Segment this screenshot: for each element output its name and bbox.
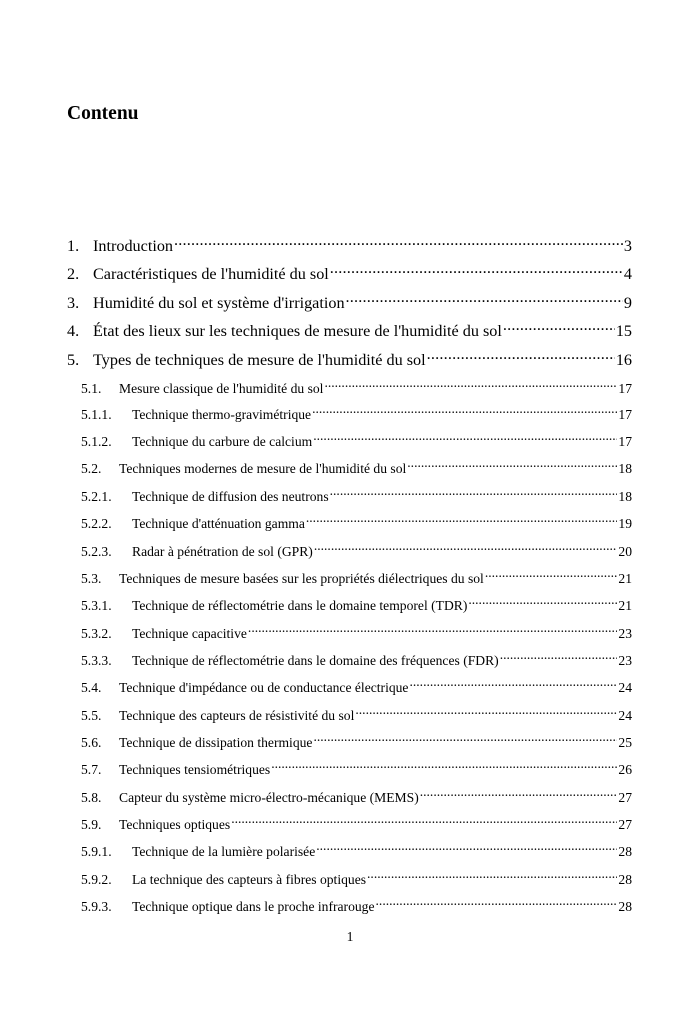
toc-entry-title: Technique de réflectométrie dans le domaine temporel (TDR) [132,598,468,613]
dot-leader [427,349,615,365]
toc-entry[interactable] [81,379,632,399]
dot-leader [346,292,623,308]
toc-entry-title: Technique de diffusion des neutrons [132,489,329,504]
dot-leader [500,651,618,665]
toc-entry[interactable] [81,459,632,479]
toc-entry-number: 5.5. [81,708,102,723]
toc-entry-number: 5.9.1. [81,844,112,859]
dot-leader [376,897,618,911]
toc-entry-number: 5. [67,351,80,370]
toc-entry-number: 5.2.2. [81,516,112,531]
toc-entry-title: Types de techniques de mesure de l'humidité du sol [93,351,426,370]
toc-entry-page: 24 [618,708,632,723]
dot-leader [248,624,617,638]
toc-entry-number: 5.2.1. [81,489,112,504]
toc-entry-page: 27 [618,817,632,832]
toc-entry-page: 28 [618,872,632,887]
toc-entry-page: 4 [623,265,632,284]
toc-entry-page: 25 [618,735,632,750]
toc-entry-number: 5.3.2. [81,626,112,641]
toc-entry[interactable] [81,788,632,808]
dot-leader [174,235,623,251]
toc-entry-title: Technique d'atténuation gamma [132,516,305,531]
toc-entry-page: 3 [623,237,632,256]
toc-entry-page: 21 [618,598,632,613]
toc-entry-title: Radar à pénétration de sol (GPR) [132,544,313,559]
toc-entry-number: 5.2.3. [81,544,112,559]
dot-leader [271,760,617,774]
toc-entry-title: Technique optique dans le proche infrarouge [132,899,375,914]
toc-entry-number: 5.6. [81,735,102,750]
toc-entry-page: 18 [618,461,632,476]
toc-entry[interactable] [81,678,632,698]
toc-entry-title: État des lieux sur les techniques de mesure de l'humidité du sol [93,322,502,341]
toc-entry-page: 20 [618,544,632,559]
toc-entry-title: Technique capacitive [132,626,247,641]
toc-entry-number: 5.1.2. [81,434,112,449]
toc-entry-number: 5.4. [81,680,102,695]
toc-entry-page: 24 [618,680,632,695]
toc-entry[interactable] [81,569,632,589]
toc-entry[interactable] [81,897,632,917]
dot-leader [324,379,617,393]
toc-entry-title: Techniques tensiométriques [119,762,271,777]
toc-entry-title: Mesure classique de l'humidité du sol [119,381,324,396]
toc-entry[interactable] [81,815,632,835]
toc-entry-number: 5.8. [81,790,102,805]
toc-entry-page: 16 [615,351,632,370]
toc-entry[interactable] [81,706,632,726]
toc-entry-title: Caractéristiques de l'humidité du sol [93,265,329,284]
toc-entry-number: 5.3.3. [81,653,112,668]
toc-entry[interactable] [81,842,632,862]
toc-entry-page: 9 [623,294,632,313]
page-title: Contenu [67,103,139,124]
toc-entry[interactable] [67,349,632,371]
toc-entry-page: 28 [618,899,632,914]
toc-entry-title: Techniques modernes de mesure de l'humidité du sol [119,461,407,476]
toc-entry-title: Technique des capteurs de résistivité du sol [119,708,355,723]
toc-entry-number: 5.9.2. [81,872,112,887]
toc-entry[interactable] [67,235,632,257]
toc-entry[interactable] [81,487,632,507]
toc-entry-page: 19 [618,516,632,531]
toc-entry[interactable] [81,432,632,452]
toc-entry-title: Technique de réflectométrie dans le domaine des fréquences (FDR) [132,653,499,668]
toc-entry-number: 1. [67,237,80,256]
dot-leader [231,815,617,829]
toc-entry-page: 23 [618,653,632,668]
dot-leader [330,487,618,501]
dot-leader [367,870,617,884]
toc-entry[interactable] [67,292,632,314]
toc-entry[interactable] [81,651,632,671]
toc-entry[interactable] [67,320,632,342]
toc-entry-page: 28 [618,844,632,859]
toc-entry-number: 5.3. [81,571,102,586]
toc-entry-number: 2. [67,265,80,284]
toc-entry-number: 5.1. [81,381,102,396]
toc-entry-title: Technique d'impédance ou de conductance électrique [119,680,409,695]
dot-leader [503,320,615,336]
toc-entry-page: 26 [618,762,632,777]
dot-leader [313,733,617,747]
toc-entry[interactable] [81,596,632,616]
toc-entry-title: Capteur du système micro-électro-mécanique (MEMS) [119,790,419,805]
toc-entry[interactable] [81,542,632,562]
toc-entry[interactable] [81,405,632,425]
dot-leader [312,405,617,419]
dot-leader [407,459,617,473]
toc-entry-title: Technique de la lumière polarisée [132,844,316,859]
dot-leader [306,514,618,528]
toc-entry[interactable] [81,624,632,644]
dot-leader [420,788,618,802]
toc-entry-number: 5.3.1. [81,598,112,613]
dot-leader [313,432,617,446]
toc-entry-page: 17 [618,381,632,396]
toc-entry-page: 15 [615,322,632,341]
dot-leader [468,596,617,610]
toc-entry-title: Techniques optiques [119,817,231,832]
toc-entry-number: 5.7. [81,762,102,777]
toc-entry-title: La technique des capteurs à fibres optiques [132,872,367,887]
page-number: 1 [346,929,354,944]
toc-entry-number: 5.2. [81,461,102,476]
toc-entry-page: 27 [618,790,632,805]
toc-entry-title: Humidité du sol et système d'irrigation [93,294,345,313]
dot-leader [485,569,618,583]
dot-leader [316,842,617,856]
toc-entry[interactable] [67,263,632,285]
dot-leader [330,263,623,279]
dot-leader [409,678,617,692]
toc-entry-number: 5.1.1. [81,407,112,422]
toc-entry-title: Techniques de mesure basées sur les propriétés diélectriques du sol [119,571,484,586]
toc-entry[interactable] [81,760,632,780]
toc-entry[interactable] [81,514,632,534]
toc-entry[interactable] [81,733,632,753]
toc-entry-number: 4. [67,322,80,341]
toc-entry-page: 17 [618,407,632,422]
toc-entry-number: 3. [67,294,80,313]
toc-entry-number: 5.9. [81,817,102,832]
toc-entry-title: Introduction [93,237,174,256]
toc-entry-number: 5.9.3. [81,899,112,914]
toc-entry-page: 18 [618,489,632,504]
dot-leader [314,542,618,556]
toc-entry-page: 17 [618,434,632,449]
toc-entry-page: 21 [618,571,632,586]
toc-entry-title: Technique thermo-gravimétrique [132,407,312,422]
dot-leader [355,706,617,720]
toc-entry-title: Technique du carbure de calcium [132,434,313,449]
toc-entry[interactable] [81,870,632,890]
toc-entry-page: 23 [618,626,632,641]
toc-entry-title: Technique de dissipation thermique [119,735,313,750]
